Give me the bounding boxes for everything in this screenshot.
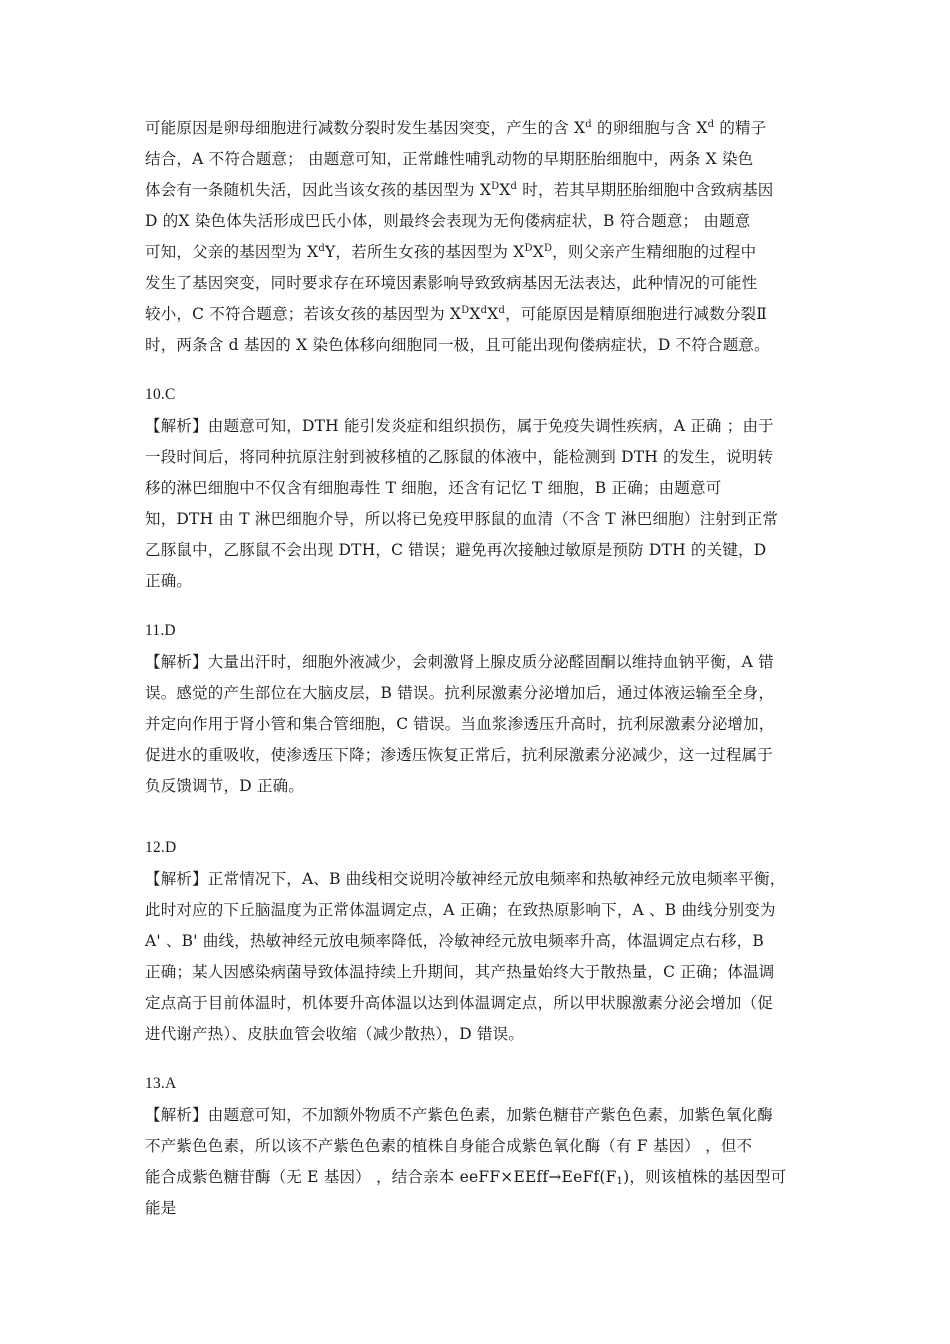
q11-line-3: 并定向作用于肾小管和集合管细胞，C 错误。当血浆渗透压升高时，抗利尿激素分泌增加， (145, 715, 775, 733)
q12-line-1: 【解析】正常情况下，A、B 曲线相交说明冷敏神经元放电频率和热敏神经元放电频率平衡， (145, 870, 786, 888)
prev-explanation-line-1: 可能原因是卵母细胞进行减数分裂时发生基因突变，产生的含 $X^d$ 的卵细胞与含 $X^d$ 的精子 (145, 119, 767, 137)
q11-line-4: 促进水的重吸收，使渗透压下降；渗透压恢复正常后，抗利尿激素分泌减少，这一过程属于 (145, 746, 774, 764)
q13-line-2: 不产紫色色素，所以该不产紫色色素的植株自身能合成紫色氧化酶（有 F 基因） ，但不 (145, 1137, 753, 1155)
prev-explanation-line-3: 体会有一条随机失活，因此当该女孩的基因型为 $X^DX^d$ 时，若其早期胚胎细胞中含致病基因 (145, 181, 774, 199)
prev-explanation-line-5: 可知，父亲的基因型为 $X^dY$，若所生女孩的基因型为 $X^DX^D$，则父亲产生精细胞的过程中 (145, 243, 757, 261)
q12-line-2: 此时对应的下丘脑温度为正常体温调定点，A 正确；在致热原影响下，A 、B 曲线分别变为 (145, 901, 776, 919)
prev-explanation-line-4: D 的X 染色体失活形成巴氏小体，则最终会表现为无佝偻病症状，B 符合题意； 由题意 (145, 212, 751, 230)
q13-line-3: 能合成紫色糖苷酶（无 E 基因） ，结合亲本 $eeFF\times EEff\to EeFf(F_1)$，则该植株的基因型可 (145, 1168, 787, 1187)
q11-number: 11.D (145, 622, 176, 639)
q13-line-4: 能是 (145, 1199, 177, 1217)
q10-number: 10.C (145, 386, 176, 403)
q10-line-4: 知，DTH 由 T 淋巴细胞介导，所以将已免疫甲豚鼠的血清（不含 T 淋巴细胞）注射到正常 (145, 510, 779, 528)
q12-number: 12.D (145, 839, 177, 856)
q10-line-5: 乙豚鼠中，乙豚鼠不会出现 DTH，C 错误；避免再次接触过敏原是预防 DTH 的关键，D (145, 541, 767, 559)
q13-line-1: 【解析】由题意可知，不加额外物质不产紫色色素，加紫色糖苷产紫色色素，加紫色氧化酶 (145, 1106, 774, 1124)
q10-line-1: 【解析】由题意可知，DTH 能引发炎症和组织损伤，属于免疫失调性疾病，A 正确 ；由于 (145, 417, 774, 435)
q12-line-3: A' 、B' 曲线，热敏神经元放电频率降低，冷敏神经元放电频率升高，体温调定点右移，B (145, 932, 764, 950)
prev-explanation-line-6: 发生了基因突变，同时要求存在环境因素影响导致致病基因无法表达，此种情况的可能性 (145, 274, 758, 292)
q11-line-2: 误。感觉的产生部位在大脑皮层，B 错误。抗利尿激素分泌增加后，通过体液运输至全身， (145, 684, 775, 702)
q12-line-5: 定点高于目前体温时，机体要升高体温以达到体温调定点，所以甲状腺激素分泌会增加（促 (145, 994, 774, 1012)
q10-line-2: 一段时间后，将同种抗原注射到被移植的乙豚鼠的体液中，能检测到 DTH 的发生，说明转 (145, 448, 774, 466)
prev-explanation-line-8: 时，两条含 d 基因的 X 染色体移向细胞同一极，且可能出现佝偻病症状，D 不符合题意。 (145, 336, 770, 354)
q11-line-1: 【解析】大量出汗时，细胞外液减少，会刺激肾上腺皮质分泌醛固酮以维持血钠平衡，A 错 (145, 653, 774, 671)
q10-line-3: 移的淋巴细胞中不仅含有细胞毒性 T 细胞，还含有记忆 T 细胞，B 正确；由题意可 (145, 479, 722, 497)
q10-line-6: 正确。 (145, 572, 193, 590)
q12-line-4: 正确；某人因感染病菌导致体温持续上升期间，其产热量始终大于散热量，C 正确；体温调 (145, 963, 775, 981)
q13-number: 13.A (145, 1075, 177, 1092)
prev-explanation-line-2: 结合，A 不符合题意； 由题意可知，正常雌性哺乳动物的早期胚胎细胞中，两条 X 染色 (145, 150, 754, 168)
q11-line-5: 负反馈调节，D 正确。 (145, 777, 305, 795)
q12-line-6: 进代谢产热）、皮肤血管会收缩（减少散热），D 错误。 (145, 1025, 525, 1043)
prev-explanation-line-7: 较小，C 不符合题意；若该女孩的基因型为 $X^DX^dX^d$，可能原因是精原细胞进行减数分裂Ⅱ (145, 305, 768, 323)
